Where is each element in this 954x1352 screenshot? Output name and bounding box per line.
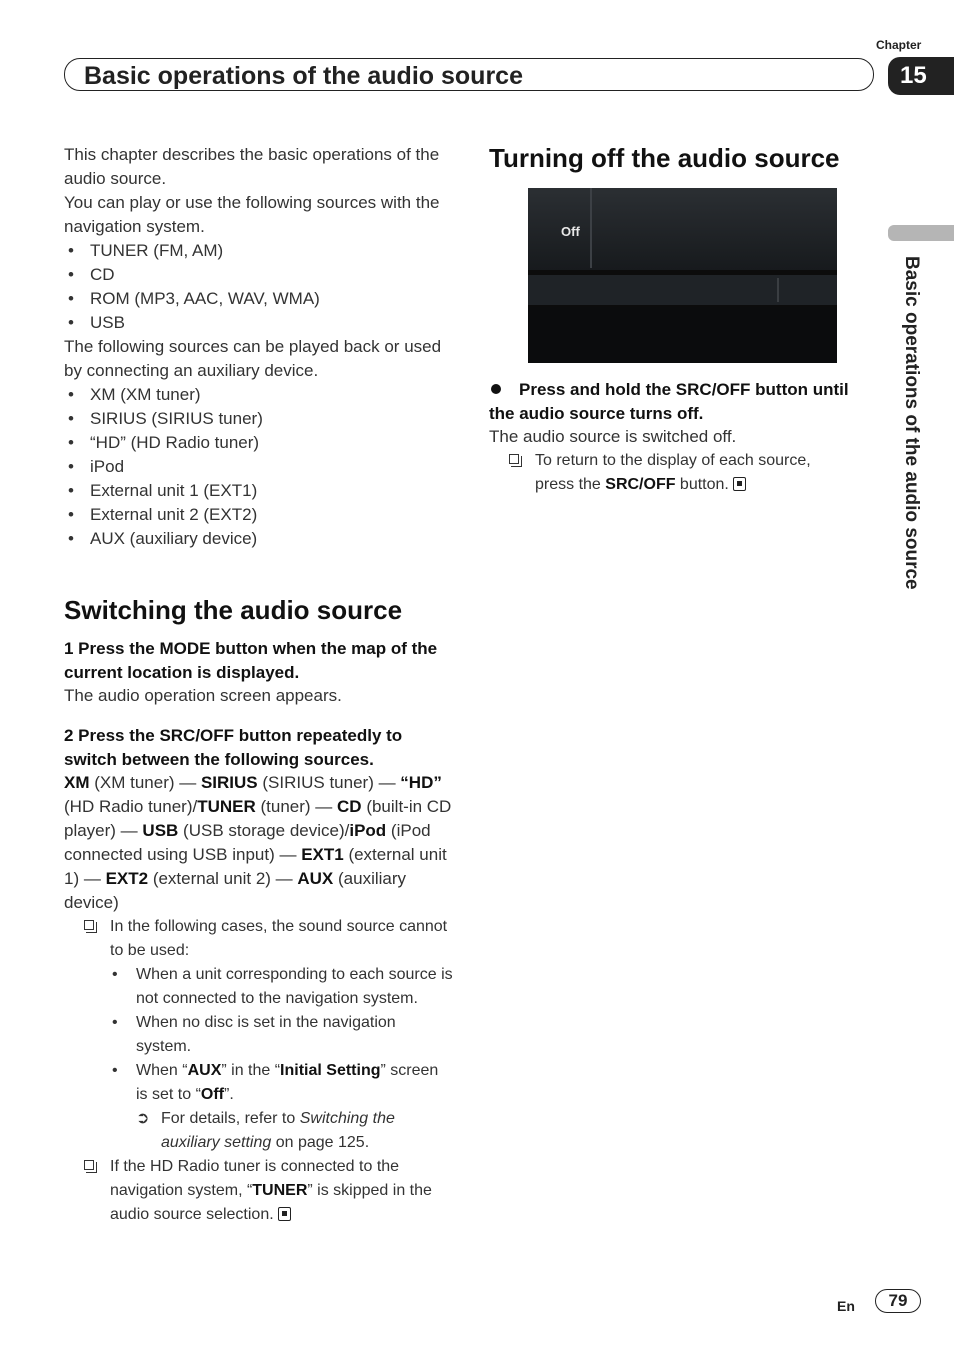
step-result: The audio source is switched off. (489, 427, 737, 446)
list-item: • When a unit corresponding to each source is not connected to the navigation system. (112, 966, 453, 1007)
end-mark-icon (733, 477, 746, 491)
note-icon (84, 920, 94, 930)
note: In the following cases, the sound source cannot to be used: (64, 915, 454, 963)
intro-section (64, 143, 454, 551)
page-title: Basic operations of the audio source (84, 62, 523, 90)
side-tab-marker (888, 225, 954, 241)
list-item: • AUX (auxiliary device) (64, 527, 454, 551)
source-sequence: XM (XM tuner) — SIRIUS (SIRIUS tuner) — “HD” (HD Radio tuner)/TUNER (tuner) — CD (built-in CD player) — USB (USB storage device)/iPod (iPod connected using USB input) — EXT1 (external unit 1) — EXT2 (external unit 2) — AUX (auxiliary device) (64, 773, 452, 912)
note: If the HD Radio tuner is connected to the navigation system, “TUNER” is skipped in the audio source selection. (64, 1155, 454, 1227)
step-1: 1 Press the MODE button when the map of the current location is displayed. (64, 639, 438, 682)
note-icon (509, 454, 519, 464)
switching-section (64, 637, 454, 1227)
turning-off-section (489, 378, 854, 497)
intro-paragraph: The following sources can be played back or used by connecting an auxiliary device. (64, 337, 442, 380)
list-item: • ROM (MP3, AAC, WAV, WMA) (64, 287, 454, 311)
intro-paragraph: This chapter describes the basic operations of the audio source. (64, 145, 440, 188)
note-icon (84, 1160, 94, 1170)
list-item: • When no disc is set in the navigation system. (112, 1014, 396, 1055)
list-item: • USB (64, 311, 454, 335)
section-heading-switching: Switching the audio source (64, 595, 403, 625)
list-item: • External unit 2 (EXT2) (64, 503, 454, 527)
section-heading-turning-off: Turning off the audio source (489, 143, 840, 173)
list-item: • XM (XM tuner) (64, 383, 454, 407)
aux-source-list (64, 383, 454, 551)
chapter-label: Chapter (876, 38, 922, 52)
arrow-icon: ➲ (136, 1110, 150, 1127)
list-item: • “HD” (HD Radio tuner) (64, 431, 454, 455)
note: To return to the display of each source, press the SRC/OFF button. (489, 449, 854, 497)
step-2: 2 Press the SRC/OFF button repeatedly to switch between the following sources. (64, 726, 403, 769)
reference: ➲ For details, refer to Switching the auxiliary setting on page 125. (64, 1107, 454, 1155)
chapter-number: 15 (888, 57, 954, 95)
off-button-label: Off (561, 224, 580, 239)
off-button (528, 188, 592, 268)
source-list (64, 239, 454, 335)
side-tab-text: Basic operations of the audio source (901, 256, 922, 590)
bullet-icon (491, 384, 501, 394)
list-item: • iPod (64, 455, 454, 479)
step-1-result: The audio operation screen appears. (64, 686, 342, 705)
language-label: En (837, 1298, 855, 1314)
step: Press and hold the SRC/OFF button until the audio source turns off. (489, 380, 849, 423)
screen-image (528, 188, 837, 363)
list-item: • SIRIUS (SIRIUS tuner) (64, 407, 454, 431)
list-item: • TUNER (FM, AM) (64, 239, 454, 263)
list-item: • CD (64, 263, 454, 287)
page-number: 79 (875, 1289, 921, 1313)
intro-paragraph: You can play or use the following sources with the navigation system. (64, 193, 440, 236)
list-item: • External unit 1 (EXT1) (64, 479, 454, 503)
list-item: • When “AUX” in the “Initial Setting” screen is set to “Off”. (112, 1062, 439, 1103)
end-mark-icon (278, 1207, 291, 1221)
